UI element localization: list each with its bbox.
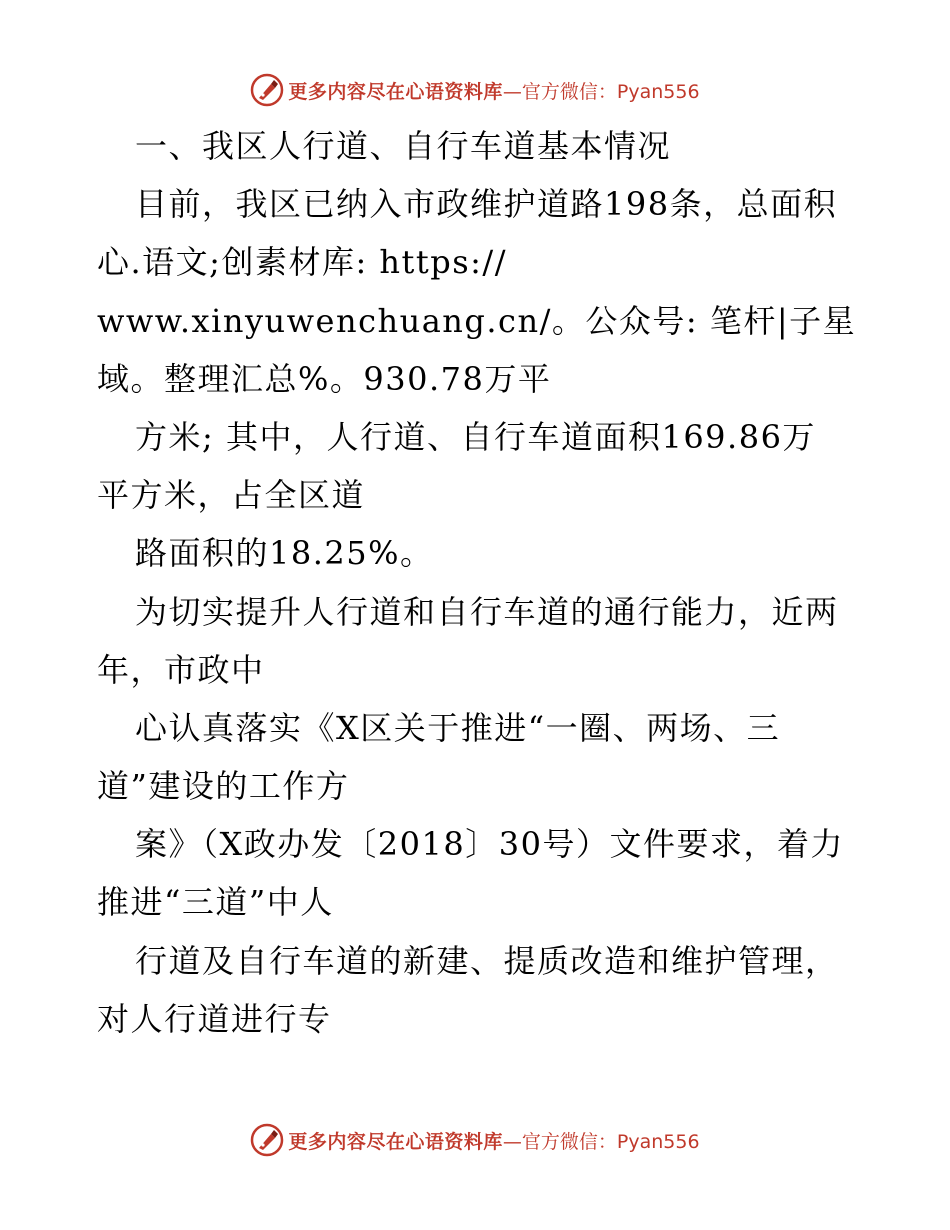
paragraph-line: 域。整理汇总%。930.78万平 [97,359,552,398]
pen-nib-logo-icon [250,1123,284,1157]
paragraph-line: 为切实提升人行道和自行车道的通行能力，近两 [135,592,839,631]
section-heading: 一、我区人行道、自行车道基本情况 [135,127,672,165]
pen-nib-logo-icon [250,73,284,107]
paragraph-line: 推进“三道”中人 [97,883,334,922]
paragraph-line: 方米; 其中，人行道、自行车道面积169.86万 [135,417,816,456]
watermark-wechat-text: —官方微信：Pyan556 [502,80,700,103]
document-body [97,124,857,1055]
paragraph-line: 道”建设的工作方 [97,767,350,806]
paragraph-line: 年，市政中 [97,650,265,689]
header-watermark [0,70,950,110]
paragraph-line: 案》（X政办发〔2018〕30号）文件要求，着力 [135,825,844,864]
watermark-site-text: 更多内容尽在心语资料库 [288,80,503,103]
paragraph-line: 平方米，占全区道 [97,476,366,515]
paragraph-line: www.xinyuwenchuang.cn/。公众号: 笔杆|子星 [97,301,857,340]
paragraph-line: 行道及自行车道的新建、提质改造和维护管理， [135,941,839,980]
watermark-wechat-text: —官方微信：Pyan556 [502,1130,700,1153]
paragraph-line: 目前，我区已纳入市政维护道路198条，总面积 [135,185,838,224]
watermark-site-text: 更多内容尽在心语资料库 [288,1130,503,1153]
paragraph-line: 心.语文;创素材库: https:// [97,243,507,282]
paragraph-line: 心认真落实《X区关于推进“一圈、两场、三 [135,708,781,747]
paragraph-line: 对人行道进行专 [97,999,332,1038]
footer-watermark [0,1120,950,1160]
paragraph-line: 路面积的18.25%。 [135,534,434,573]
